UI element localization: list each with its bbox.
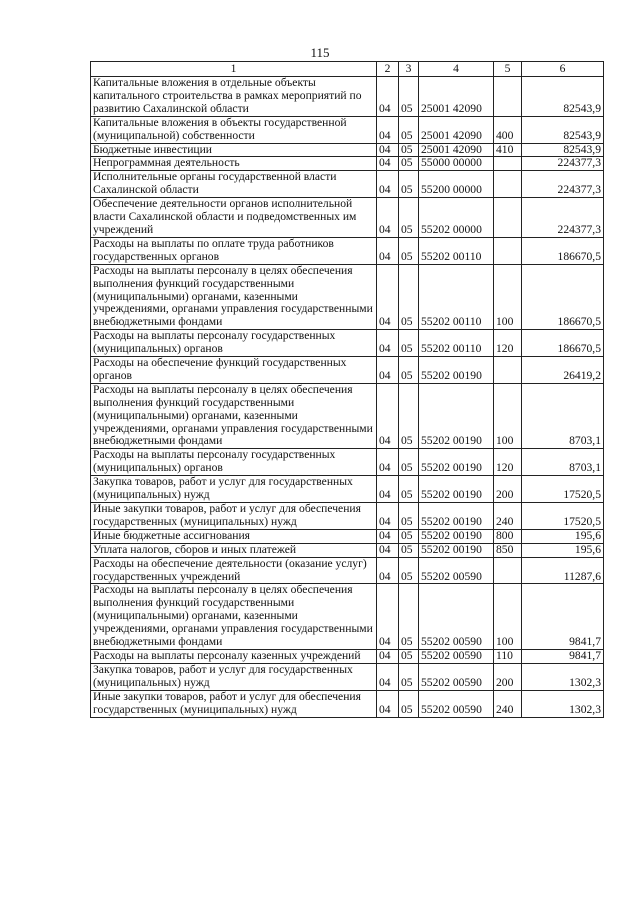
row-section: 04 <box>377 264 399 330</box>
row-section: 04 <box>377 198 399 238</box>
row-section: 04 <box>377 157 399 171</box>
row-subsection: 05 <box>399 157 419 171</box>
row-section: 04 <box>377 330 399 357</box>
row-section: 04 <box>377 77 399 117</box>
table-row <box>91 171 604 198</box>
table-row <box>91 357 604 384</box>
row-section: 04 <box>377 383 399 449</box>
table-row <box>91 383 604 449</box>
row-name: Расходы на выплаты персоналу в целях обеспечения выполнения функций государственными (муниципальными) органами, казенными учреждениями, органами управления государственными внебюджетными фондами <box>91 383 377 449</box>
row-amount: 17520,5 <box>522 503 604 530</box>
row-target-article: 55202 00000 <box>419 198 494 238</box>
row-target-article: 55202 00110 <box>419 330 494 357</box>
row-section: 04 <box>377 503 399 530</box>
row-subsection: 05 <box>399 383 419 449</box>
row-section: 04 <box>377 584 399 650</box>
row-amount: 186670,5 <box>522 264 604 330</box>
row-expense-type: 110 <box>494 649 522 663</box>
table-row <box>91 649 604 663</box>
row-amount: 82543,9 <box>522 116 604 143</box>
row-subsection: 05 <box>399 264 419 330</box>
row-subsection: 05 <box>399 663 419 690</box>
row-section: 04 <box>377 663 399 690</box>
row-subsection: 05 <box>399 449 419 476</box>
row-name: Капитальные вложения в отдельные объекты капитального строительства в рамках мероприятий по развитию Сахалинской области <box>91 77 377 117</box>
row-target-article: 55202 00110 <box>419 237 494 264</box>
table-row <box>91 77 604 117</box>
row-expense-type <box>494 77 522 117</box>
row-expense-type <box>494 198 522 238</box>
header-row <box>91 62 604 77</box>
row-section: 04 <box>377 116 399 143</box>
row-target-article: 55202 00590 <box>419 649 494 663</box>
row-amount: 1302,3 <box>522 690 604 717</box>
row-amount: 9841,7 <box>522 649 604 663</box>
row-section: 04 <box>377 449 399 476</box>
table-row <box>91 529 604 543</box>
row-expense-type: 200 <box>494 663 522 690</box>
row-name: Бюджетные инвестиции <box>91 143 377 157</box>
row-expense-type <box>494 171 522 198</box>
row-target-article: 55202 00190 <box>419 503 494 530</box>
row-target-article: 25001 42090 <box>419 143 494 157</box>
row-name: Расходы на выплаты персоналу государственных (муниципальных) органов <box>91 449 377 476</box>
header-col-4: 4 <box>419 62 494 77</box>
row-expense-type: 100 <box>494 383 522 449</box>
row-target-article: 55202 00190 <box>419 357 494 384</box>
row-expense-type: 120 <box>494 330 522 357</box>
row-name: Расходы на обеспечение функций государственных органов <box>91 357 377 384</box>
row-amount: 224377,3 <box>522 171 604 198</box>
row-section: 04 <box>377 143 399 157</box>
row-subsection: 05 <box>399 529 419 543</box>
row-section: 04 <box>377 357 399 384</box>
header-col-3: 3 <box>399 62 419 77</box>
row-expense-type: 240 <box>494 503 522 530</box>
row-amount: 224377,3 <box>522 157 604 171</box>
row-name: Непрограммная деятельность <box>91 157 377 171</box>
row-name: Закупка товаров, работ и услуг для государственных (муниципальных) нужд <box>91 476 377 503</box>
row-name: Капитальные вложения в объекты государственной (муниципальной) собственности <box>91 116 377 143</box>
page-number: 115 <box>310 45 330 60</box>
table-row <box>91 663 604 690</box>
row-subsection: 05 <box>399 116 419 143</box>
row-amount: 82543,9 <box>522 143 604 157</box>
row-name: Расходы на выплаты персоналу в целях обеспечения выполнения функций государственными (муниципальными) органами, казенными учреждениями, органами управления государственными внебюджетными фондами <box>91 584 377 650</box>
row-target-article: 55202 00590 <box>419 690 494 717</box>
header-col-1: 1 <box>91 62 377 77</box>
row-expense-type: 200 <box>494 476 522 503</box>
row-expense-type: 410 <box>494 143 522 157</box>
row-section: 04 <box>377 237 399 264</box>
row-subsection: 05 <box>399 503 419 530</box>
table-body <box>91 77 604 718</box>
row-subsection: 05 <box>399 557 419 584</box>
row-section: 04 <box>377 557 399 584</box>
table-row <box>91 476 604 503</box>
table-row <box>91 503 604 530</box>
row-expense-type: 120 <box>494 449 522 476</box>
header-col-5: 5 <box>494 62 522 77</box>
row-target-article: 55202 00190 <box>419 449 494 476</box>
row-amount: 1302,3 <box>522 663 604 690</box>
table-row <box>91 690 604 717</box>
row-subsection: 05 <box>399 649 419 663</box>
row-target-article: 55202 00190 <box>419 476 494 503</box>
row-section: 04 <box>377 543 399 557</box>
table-row <box>91 198 604 238</box>
row-amount: 186670,5 <box>522 237 604 264</box>
row-expense-type <box>494 557 522 584</box>
row-name: Расходы на выплаты по оплате труда работников государственных органов <box>91 237 377 264</box>
table-row <box>91 143 604 157</box>
row-amount: 195,6 <box>522 529 604 543</box>
row-expense-type <box>494 237 522 264</box>
row-subsection: 05 <box>399 543 419 557</box>
row-subsection: 05 <box>399 690 419 717</box>
row-expense-type <box>494 157 522 171</box>
row-subsection: 05 <box>399 198 419 238</box>
row-section: 04 <box>377 529 399 543</box>
row-target-article: 55202 00590 <box>419 663 494 690</box>
row-name: Расходы на выплаты персоналу казенных учреждений <box>91 649 377 663</box>
row-subsection: 05 <box>399 171 419 198</box>
row-target-article: 55000 00000 <box>419 157 494 171</box>
row-subsection: 05 <box>399 584 419 650</box>
row-amount: 8703,1 <box>522 449 604 476</box>
table-row <box>91 116 604 143</box>
row-section: 04 <box>377 171 399 198</box>
row-target-article: 55202 00590 <box>419 557 494 584</box>
row-expense-type: 850 <box>494 543 522 557</box>
row-amount: 195,6 <box>522 543 604 557</box>
table-row <box>91 157 604 171</box>
row-name: Уплата налогов, сборов и иных платежей <box>91 543 377 557</box>
row-expense-type: 100 <box>494 584 522 650</box>
table-row <box>91 584 604 650</box>
row-target-article: 55202 00590 <box>419 584 494 650</box>
row-name: Расходы на выплаты персоналу в целях обеспечения выполнения функций государственными (муниципальными) органами, казенными учреждениями, органами управления государственными внебюджетными фондами <box>91 264 377 330</box>
row-expense-type: 400 <box>494 116 522 143</box>
row-subsection: 05 <box>399 330 419 357</box>
row-subsection: 05 <box>399 143 419 157</box>
row-target-article: 55200 00000 <box>419 171 494 198</box>
row-section: 04 <box>377 476 399 503</box>
row-expense-type: 240 <box>494 690 522 717</box>
row-subsection: 05 <box>399 237 419 264</box>
row-name: Расходы на выплаты персоналу государственных (муниципальных) органов <box>91 330 377 357</box>
row-target-article: 55202 00190 <box>419 529 494 543</box>
table-row <box>91 237 604 264</box>
row-name: Закупка товаров, работ и услуг для государственных (муниципальных) нужд <box>91 663 377 690</box>
row-name: Иные закупки товаров, работ и услуг для обеспечения государственных (муниципальных) нужд <box>91 690 377 717</box>
row-amount: 82543,9 <box>522 77 604 117</box>
row-target-article: 25001 42090 <box>419 116 494 143</box>
row-name: Исполнительные органы государственной власти Сахалинской области <box>91 171 377 198</box>
row-section: 04 <box>377 690 399 717</box>
row-name: Обеспечение деятельности органов исполнительной власти Сахалинской области и подведомственных им учреждений <box>91 198 377 238</box>
header-col-6: 6 <box>522 62 604 77</box>
row-section: 04 <box>377 649 399 663</box>
row-target-article: 55202 00190 <box>419 383 494 449</box>
row-amount: 11287,6 <box>522 557 604 584</box>
table-row <box>91 264 604 330</box>
row-expense-type <box>494 357 522 384</box>
row-subsection: 05 <box>399 476 419 503</box>
row-name: Расходы на обеспечение деятельности (оказание услуг) государственных учреждений <box>91 557 377 584</box>
row-amount: 224377,3 <box>522 198 604 238</box>
row-target-article: 55202 00110 <box>419 264 494 330</box>
row-amount: 17520,5 <box>522 476 604 503</box>
row-subsection: 05 <box>399 357 419 384</box>
row-amount: 8703,1 <box>522 383 604 449</box>
row-name: Иные закупки товаров, работ и услуг для обеспечения государственных (муниципальных) нужд <box>91 503 377 530</box>
row-expense-type: 100 <box>494 264 522 330</box>
table-row <box>91 557 604 584</box>
row-target-article: 25001 42090 <box>419 77 494 117</box>
row-name: Иные бюджетные ассигнования <box>91 529 377 543</box>
header-col-2: 2 <box>377 62 399 77</box>
table-row <box>91 543 604 557</box>
row-amount: 186670,5 <box>522 330 604 357</box>
row-amount: 9841,7 <box>522 584 604 650</box>
table-row <box>91 449 604 476</box>
budget-table <box>90 61 604 718</box>
row-expense-type: 800 <box>494 529 522 543</box>
row-subsection: 05 <box>399 77 419 117</box>
row-amount: 26419,2 <box>522 357 604 384</box>
table-row <box>91 330 604 357</box>
row-target-article: 55202 00190 <box>419 543 494 557</box>
